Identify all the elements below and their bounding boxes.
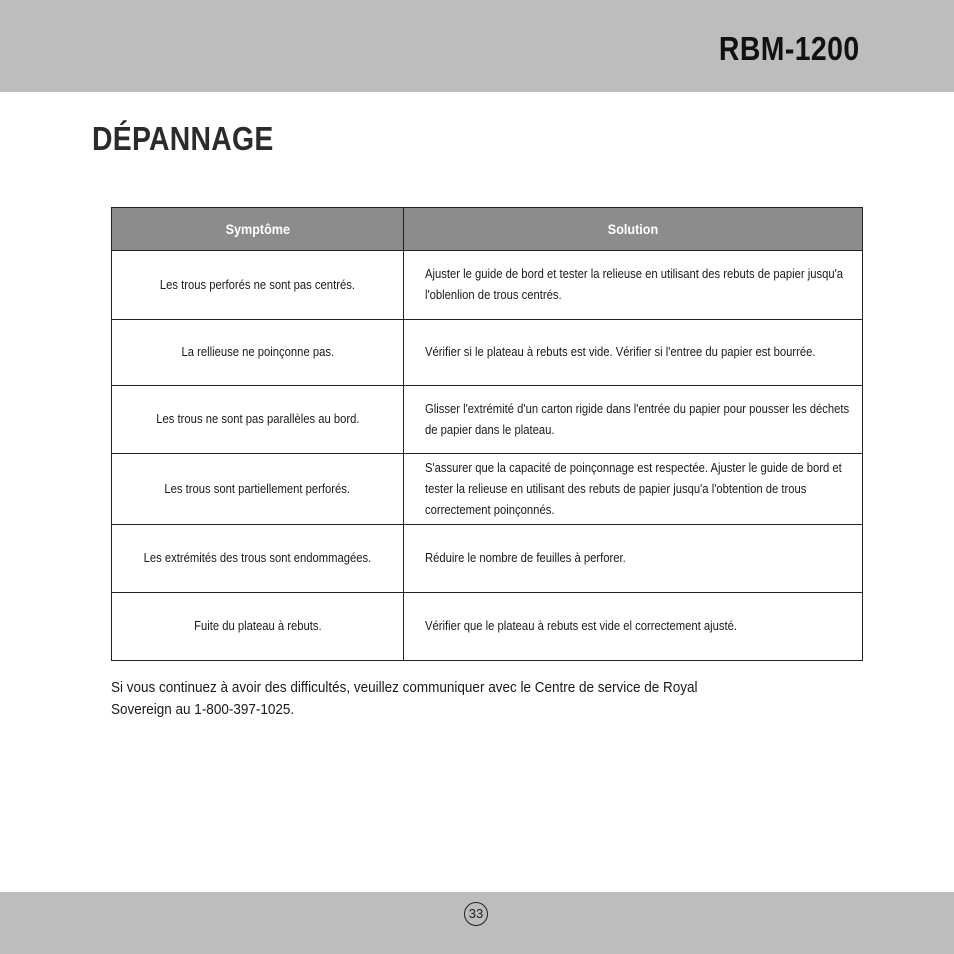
- table-row: [112, 454, 863, 525]
- column-header-solution: Solution: [404, 208, 863, 251]
- model-name: RBM-1200: [719, 30, 860, 67]
- table-row: [112, 593, 863, 661]
- service-contact-note: Si vous continuez à avoir des difficultés, veuillez communiquer avec le Centre de service de Royal Sovereign au 1-800-397-1025.: [111, 679, 698, 718]
- solution-cell: Vérifier si le plateau à rebuts est vide. Vérifier si l'entree du papier est bourrée.: [404, 320, 863, 386]
- page-number: 33: [464, 902, 488, 926]
- table-row: [112, 525, 863, 593]
- table-row: [112, 251, 863, 320]
- table-row: [112, 386, 863, 454]
- symptom-cell: Les trous sont partiellement perforés.: [112, 454, 404, 525]
- solution-cell: Ajuster le guide de bord et tester la relieuse en utilisant des rebuts de papier jusqu'a l'oblenlion de trous centrés.: [404, 251, 863, 320]
- troubleshooting-table: [111, 207, 863, 661]
- symptom-cell: Les trous ne sont pas parallèles au bord.: [112, 386, 404, 454]
- solution-cell: Vérifier que le plateau à rebuts est vide el correctement ajusté.: [404, 593, 863, 661]
- symptom-cell: Les trous perforés ne sont pas centrés.: [112, 251, 404, 320]
- symptom-cell: Fuite du plateau à rebuts.: [112, 593, 404, 661]
- solution-cell: S'assurer que la capacité de poinçonnage est respectée. Ajuster le guide de bord et tester la relieuse en utilisant des rebuts de papier jusqu'a l'obtention de trous correctement poinçonnés.: [404, 454, 863, 525]
- page-title: DÉPANNAGE: [92, 120, 274, 157]
- solution-cell: Glisser l'extrémité d'un carton rigide dans l'entrée du papier pour pousser les déchets de papier dans le plateau.: [404, 386, 863, 454]
- table-header-row: [112, 208, 863, 251]
- table-row: [112, 320, 863, 386]
- symptom-cell: Les extrémités des trous sont endommagées.: [112, 525, 404, 593]
- symptom-cell: La rellieuse ne poinçonne pas.: [112, 320, 404, 386]
- column-header-symptom: Symptôme: [112, 208, 404, 251]
- solution-cell: Réduire le nombre de feuilles à perforer.: [404, 525, 863, 593]
- header-band: [0, 0, 954, 92]
